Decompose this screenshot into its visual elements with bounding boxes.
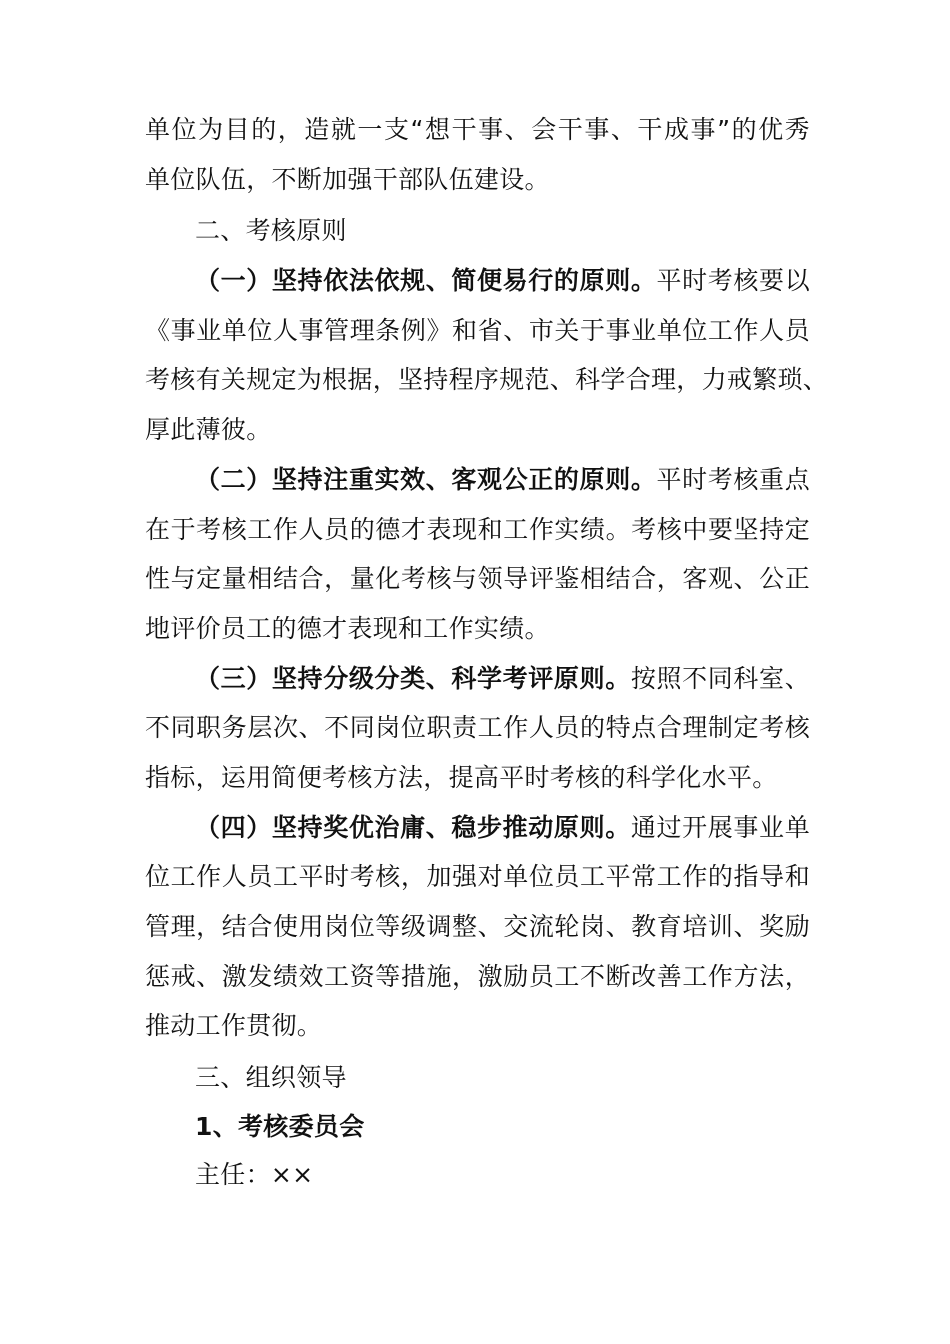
paragraph-line: 单位队伍，不断加强干部队伍建设。 [145, 165, 550, 194]
paragraph-line: 指标，运用简便考核方法，提高平时考核的科学化水平。 [145, 763, 778, 792]
principle-text: 平时考核重点 [656, 465, 810, 494]
principle-title: （二）坚持注重实效、客观公正的原则。 [195, 465, 657, 494]
principle-text: 平时考核要以 [656, 266, 810, 295]
paragraph-line: 推动工作贯彻。 [145, 1011, 323, 1040]
paragraph-line: 《事业单位人事管理条例》和省、市关于事业单位工作人员 [145, 316, 810, 345]
paragraph-line: 厚此薄彼。 [145, 415, 272, 444]
section-heading: 二、考核原则 [195, 216, 347, 245]
principle-heading-line [195, 465, 810, 495]
principle-text: 按照不同科室、 [630, 664, 810, 693]
principle-heading-line [195, 266, 810, 296]
paragraph-line: 位工作人员工平时考核，加强对单位员工平常工作的指导和 [145, 862, 810, 891]
section-heading: 三、组织领导 [195, 1063, 347, 1092]
principle-text: 通过开展事业单 [630, 813, 810, 842]
principle-heading-line [195, 664, 810, 694]
paragraph-line: 在于考核工作人员的德才表现和工作实绩。考核中要坚持定 [145, 515, 810, 544]
paragraph-line: 性与定量相结合，量化考核与领导评鉴相结合，客观、公正 [145, 564, 810, 593]
paragraph-line: 管理，结合使用岗位等级调整、交流轮岗、教育培训、奖励 [145, 912, 810, 941]
committee-director: 主任：×× [195, 1160, 314, 1189]
principle-heading-line [195, 813, 810, 843]
paragraph-line: 不同职务层次、不同岗位职责工作人员的特点合理制定考核 [145, 713, 810, 742]
principle-title: （三）坚持分级分类、科学考评原则。 [195, 664, 631, 693]
principle-title: （四）坚持奖优治庸、稳步推动原则。 [195, 813, 631, 842]
paragraph-line: 地评价员工的德才表现和工作实绩。 [145, 614, 550, 643]
paragraph-line: 惩戒、激发绩效工资等措施，激励员工不断改善工作方法， [145, 962, 810, 991]
subsection-heading: 1、考核委员会 [195, 1112, 365, 1141]
paragraph-line: 单位为目的，造就一支“想干事、会干事、干成事”的优秀 [145, 115, 810, 144]
principle-title: （一）坚持依法依规、简便易行的原则。 [195, 266, 657, 295]
paragraph-line: 考核有关规定为根据，坚持程序规范、科学合理，力戒繁琐、 [145, 365, 829, 394]
